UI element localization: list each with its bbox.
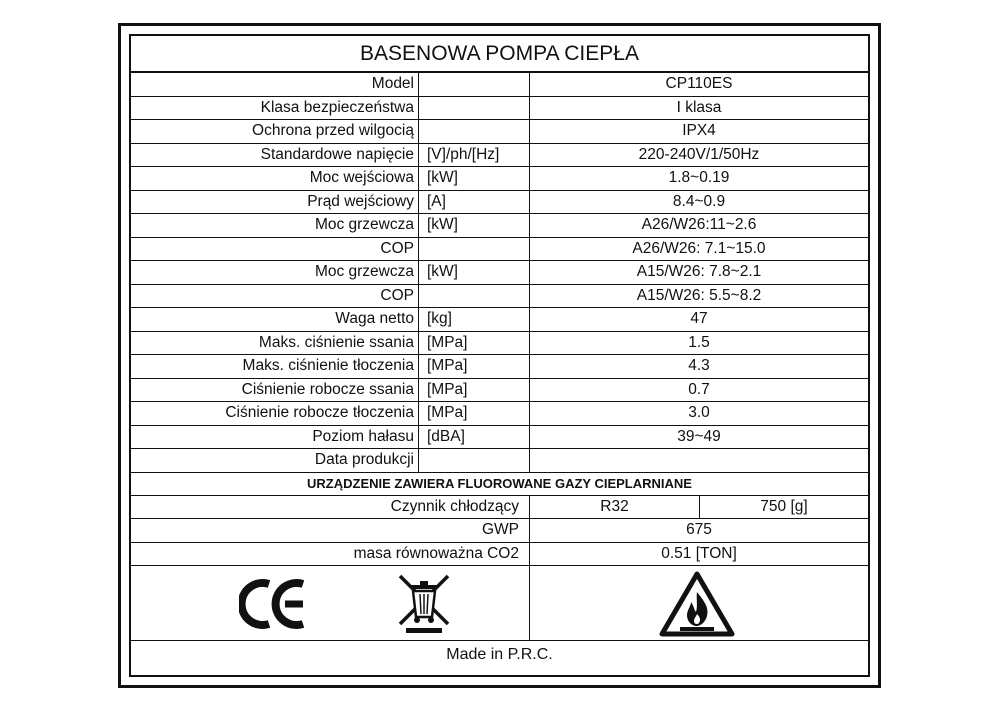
label-inner-frame — [129, 34, 870, 677]
spec-value: A26/W26: 7.1~15.0 — [632, 239, 766, 257]
gwp-label: GWP — [131, 519, 530, 542]
spec-unit — [419, 449, 530, 472]
spec-label: Prąd wejściowy — [131, 191, 419, 214]
refrigerant-label: Czynnik chłodzący — [131, 496, 530, 519]
spec-row — [131, 238, 868, 262]
spec-value: 1.8~0.19 — [668, 169, 730, 187]
spec-label: Poziom hałasu — [131, 426, 419, 449]
spec-label: Moc wejściowa — [131, 167, 419, 190]
spec-row — [131, 332, 868, 356]
spec-row — [131, 73, 868, 97]
spec-unit — [419, 97, 530, 120]
spec-unit: [MPa] — [419, 355, 530, 378]
origin-footer: Made in P.R.C. — [446, 645, 553, 663]
spec-row — [131, 355, 868, 379]
spec-value: I klasa — [676, 98, 722, 116]
spec-value: 1.5 — [688, 333, 710, 351]
spec-value: 47 — [690, 310, 708, 328]
spec-unit — [419, 73, 530, 96]
gwp-row — [131, 519, 868, 543]
refrigerant-type: R32 — [530, 496, 700, 519]
spec-row — [131, 379, 868, 403]
spec-unit: [dBA] — [419, 426, 530, 449]
spec-label: Moc grzewcza — [131, 261, 419, 284]
spec-row — [131, 167, 868, 191]
spec-label: COP — [131, 285, 419, 308]
spec-value: 0.7 — [688, 380, 710, 398]
spec-value: A15/W26: 5.5~8.2 — [636, 286, 762, 304]
spec-unit: [A] — [419, 191, 530, 214]
spec-value: 39~49 — [677, 427, 721, 445]
spec-label: Ciśnienie robocze ssania — [131, 379, 419, 402]
spec-table — [131, 73, 868, 473]
spec-unit: [V]/ph/[Hz] — [419, 144, 530, 167]
spec-unit — [419, 238, 530, 261]
spec-unit: [kW] — [419, 214, 530, 237]
spec-row — [131, 449, 868, 473]
ce-mark-icon — [239, 578, 309, 630]
spec-value: 8.4~0.9 — [672, 192, 726, 210]
spec-row — [131, 402, 868, 426]
spec-label: Maks. ciśnienie tłoczenia — [131, 355, 419, 378]
spec-row — [131, 426, 868, 450]
flammable-warning-icon — [658, 570, 736, 638]
spec-row — [131, 285, 868, 309]
spec-value: A26/W26:11~2.6 — [641, 216, 757, 234]
spec-value: 3.0 — [688, 404, 710, 422]
spec-value: CP110ES — [665, 75, 733, 93]
spec-unit: [kW] — [419, 261, 530, 284]
spec-value: A15/W26: 7.8~2.1 — [636, 263, 762, 281]
spec-unit — [419, 120, 530, 143]
label-title: BASENOWA POMPA CIEPŁA — [131, 36, 868, 73]
co2-value: 0.51 [TON] — [661, 544, 737, 562]
icons-row — [131, 566, 868, 641]
spec-unit: [kg] — [419, 308, 530, 331]
spec-label: COP — [131, 238, 419, 261]
weee-crossed-bin-icon — [396, 572, 452, 636]
spec-label: Klasa bezpieczeństwa — [131, 97, 419, 120]
spec-label: Maks. ciśnienie ssania — [131, 332, 419, 355]
spec-row — [131, 308, 868, 332]
spec-label: Standardowe napięcie — [131, 144, 419, 167]
spec-unit: [MPa] — [419, 402, 530, 425]
co2-row — [131, 543, 868, 567]
spec-value: IPX4 — [682, 122, 716, 140]
co2-label: masa równoważna CO2 — [131, 543, 530, 566]
refrigerant-row — [131, 496, 868, 520]
spec-label: Model — [131, 73, 419, 96]
spec-label: Ciśnienie robocze tłoczenia — [131, 402, 419, 425]
spec-label: Ochrona przed wilgocią — [131, 120, 419, 143]
spec-label: Moc grzewcza — [131, 214, 419, 237]
spec-unit — [419, 285, 530, 308]
spec-unit: [kW] — [419, 167, 530, 190]
spec-row — [131, 191, 868, 215]
spec-row — [131, 120, 868, 144]
spec-value: 220-240V/1/50Hz — [638, 145, 760, 163]
compliance-icons — [131, 566, 530, 640]
fluorinated-gas-banner: URZĄDZENIE ZAWIERA FLUOROWANE GAZY CIEPLARNIANE — [131, 473, 868, 496]
spec-row — [131, 214, 868, 238]
spec-value — [530, 449, 868, 472]
spec-unit: [MPa] — [419, 379, 530, 402]
refrigerant-amount: 750 [g] — [760, 497, 808, 515]
spec-row — [131, 97, 868, 121]
spec-label: Waga netto — [131, 308, 419, 331]
spec-row — [131, 261, 868, 285]
gwp-value: 675 — [686, 521, 712, 539]
spec-label: Data produkcji — [131, 449, 419, 472]
spec-value: 4.3 — [688, 357, 710, 375]
spec-row — [131, 144, 868, 168]
spec-unit: [MPa] — [419, 332, 530, 355]
label-outer-frame — [118, 23, 881, 688]
hazard-icons — [530, 566, 868, 640]
